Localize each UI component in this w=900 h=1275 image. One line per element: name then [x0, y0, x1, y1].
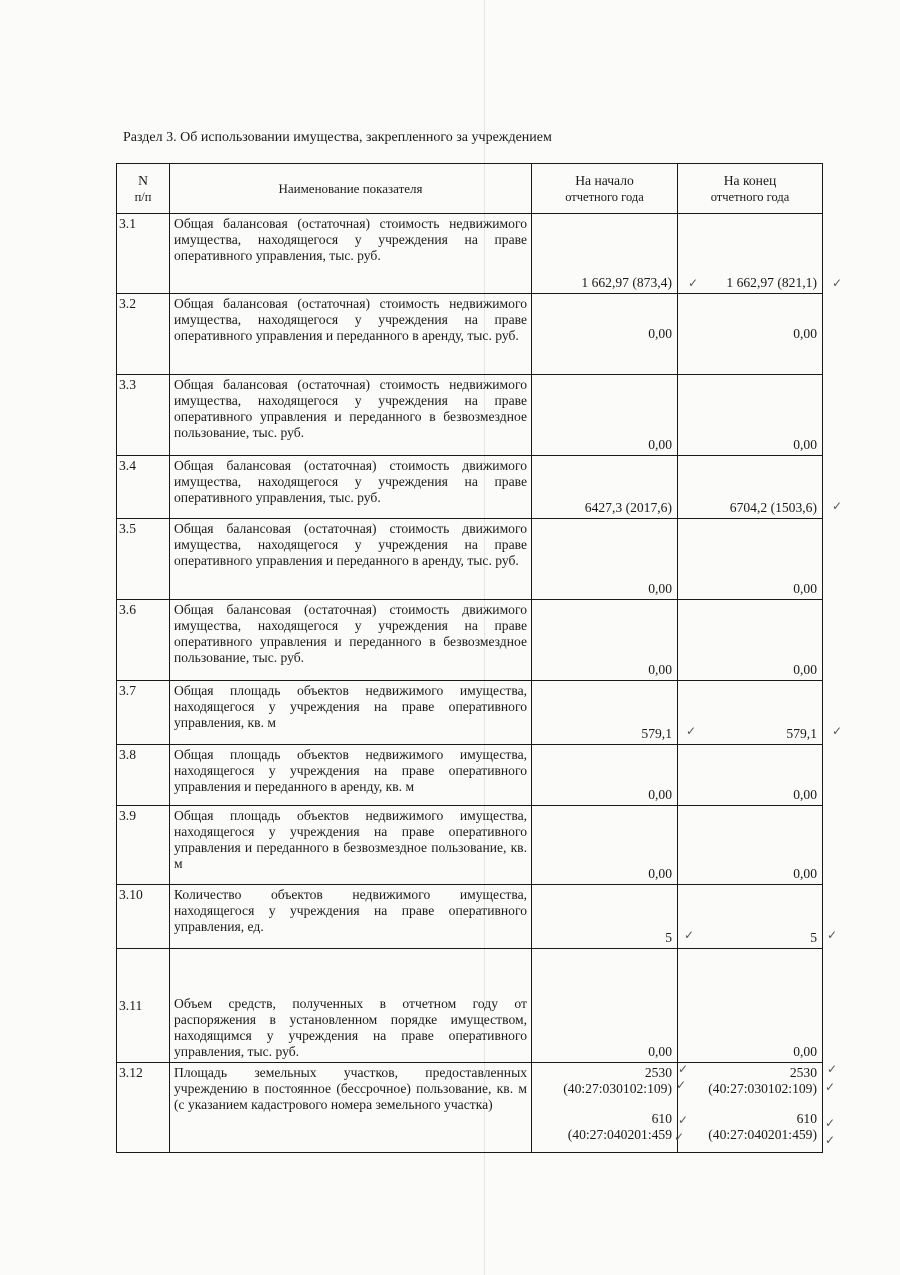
row-start-value: 0,00 [532, 519, 678, 600]
check-mark-icon: ✓ [684, 928, 695, 942]
row-end-value: 2530 (40:27:030102:109) 610 (40:27:040201:459) [678, 1063, 823, 1153]
table-row [117, 806, 823, 885]
row-start-value: 1 662,97 (873,4) [532, 214, 678, 294]
check-mark-icon: ✓ [678, 1113, 689, 1127]
row-name: Количество объектов недвижимого имущества, находящегося у учреждения на праве оперативного управления, ед. [170, 885, 532, 949]
row-end-value: 1 662,97 (821,1) [678, 214, 823, 294]
table-row [117, 214, 823, 294]
row-end-value: 0,00 [678, 949, 823, 1063]
table-row [117, 456, 823, 519]
check-mark-icon: ✓ [832, 499, 843, 513]
row-end-value: 6704,2 (1503,6) [678, 456, 823, 519]
table-row [117, 745, 823, 806]
row-number: 3.5 [117, 519, 170, 600]
row-number: 3.12 [117, 1063, 170, 1153]
row-end-value: 0,00 [678, 294, 823, 375]
check-mark-icon: ✓ [678, 1062, 689, 1076]
row-start-value: 6427,3 (2017,6) [532, 456, 678, 519]
section-title: Раздел 3. Об использовании имущества, закрепленного за учреждением [123, 130, 552, 145]
row-name: Общая балансовая (остаточная) стоимость недвижимого имущества, находящегося у учреждения на праве оперативного управления и переданного в аренду, тыс. руб. [170, 294, 532, 375]
header-num: N п/п [117, 164, 170, 214]
row-end-value: 0,00 [678, 519, 823, 600]
check-mark-icon: ✓ [827, 928, 838, 942]
row-name: Общая балансовая (остаточная) стоимость движимого имущества, находящегося у учреждения на праве оперативного управления и переданного в безвозмездное пользование, тыс. руб. [170, 600, 532, 681]
check-mark-icon: ✓ [832, 724, 843, 738]
row-number: 3.9 [117, 806, 170, 885]
row-number: 3.7 [117, 681, 170, 745]
row-number: 3.10 [117, 885, 170, 949]
check-mark-icon: ✓ [676, 1078, 687, 1092]
row-name: Общая балансовая (остаточная) стоимость недвижимого имущества, находящегося у учреждения на праве оперативного управления и переданного в безвозмездное пользование, тыс. руб. [170, 375, 532, 456]
check-mark-icon: ✓ [825, 1133, 836, 1147]
table-header-row [117, 164, 823, 214]
row-end-value: 579,1 [678, 681, 823, 745]
property-usage-table [116, 163, 823, 1153]
header-name: Наименование показателя [170, 164, 532, 214]
row-number: 3.6 [117, 600, 170, 681]
row-number: 3.3 [117, 375, 170, 456]
row-end-value: 5 [678, 885, 823, 949]
table-row [117, 519, 823, 600]
row-start-value: 579,1 [532, 681, 678, 745]
row-start-value: 0,00 [532, 949, 678, 1063]
table-row [117, 885, 823, 949]
table-row [117, 1063, 823, 1153]
row-name: Общая площадь объектов недвижимого имущества, находящегося у учреждения на праве оперативного управления и переданного в безвозмездное пользование, кв. м [170, 806, 532, 885]
check-mark-icon: ✓ [686, 724, 697, 738]
row-name: Площадь земельных участков, предоставленных учреждению в постоянное (бессрочное) пользование, кв. м (с указанием кадастрового номера земельного участка) [170, 1063, 532, 1153]
row-name: Общая площадь объектов недвижимого имущества, находящегося у учреждения на праве оперативного управления и переданного в аренду, кв. м [170, 745, 532, 806]
row-number: 3.4 [117, 456, 170, 519]
header-start: На начало отчетного года [532, 164, 678, 214]
row-name: Общая балансовая (остаточная) стоимость движимого имущества, находящегося у учреждения на праве оперативного управления, тыс. руб. [170, 456, 532, 519]
row-start-value: 5 [532, 885, 678, 949]
table-row [117, 949, 823, 1063]
table-row [117, 681, 823, 745]
row-number: 3.11 [117, 949, 170, 1063]
row-start-value: 2530 (40:27:030102:109) 610 (40:27:040201:459 [532, 1063, 678, 1153]
row-start-value: 0,00 [532, 745, 678, 806]
row-number: 3.1 [117, 214, 170, 294]
row-end-value: 0,00 [678, 375, 823, 456]
row-start-value: 0,00 [532, 294, 678, 375]
row-end-value: 0,00 [678, 806, 823, 885]
check-mark-icon: ✓ [674, 1130, 685, 1144]
row-start-value: 0,00 [532, 806, 678, 885]
row-name: Общая балансовая (остаточная) стоимость недвижимого имущества, находящегося у учреждения на праве оперативного управления, тыс. руб. [170, 214, 532, 294]
table-row [117, 375, 823, 456]
row-number: 3.8 [117, 745, 170, 806]
row-start-value: 0,00 [532, 600, 678, 681]
check-mark-icon: ✓ [832, 276, 843, 290]
check-mark-icon: ✓ [688, 276, 699, 290]
row-name: Объем средств, полученных в отчетном году от распоряжения в установленном порядке имуществом, находящимся у учреждения на праве оперативного управления, тыс. руб. [170, 949, 532, 1063]
row-start-value: 0,00 [532, 375, 678, 456]
row-end-value: 0,00 [678, 600, 823, 681]
row-number: 3.2 [117, 294, 170, 375]
check-mark-icon: ✓ [825, 1116, 836, 1130]
header-end: На конец отчетного года [678, 164, 823, 214]
table-row [117, 600, 823, 681]
row-end-value: 0,00 [678, 745, 823, 806]
check-mark-icon: ✓ [825, 1080, 836, 1094]
row-name: Общая площадь объектов недвижимого имущества, находящегося у учреждения на праве оперативного управления, кв. м [170, 681, 532, 745]
row-name: Общая балансовая (остаточная) стоимость движимого имущества, находящегося у учреждения на праве оперативного управления и переданного в аренду, тыс. руб. [170, 519, 532, 600]
table-row [117, 294, 823, 375]
check-mark-icon: ✓ [827, 1062, 838, 1076]
